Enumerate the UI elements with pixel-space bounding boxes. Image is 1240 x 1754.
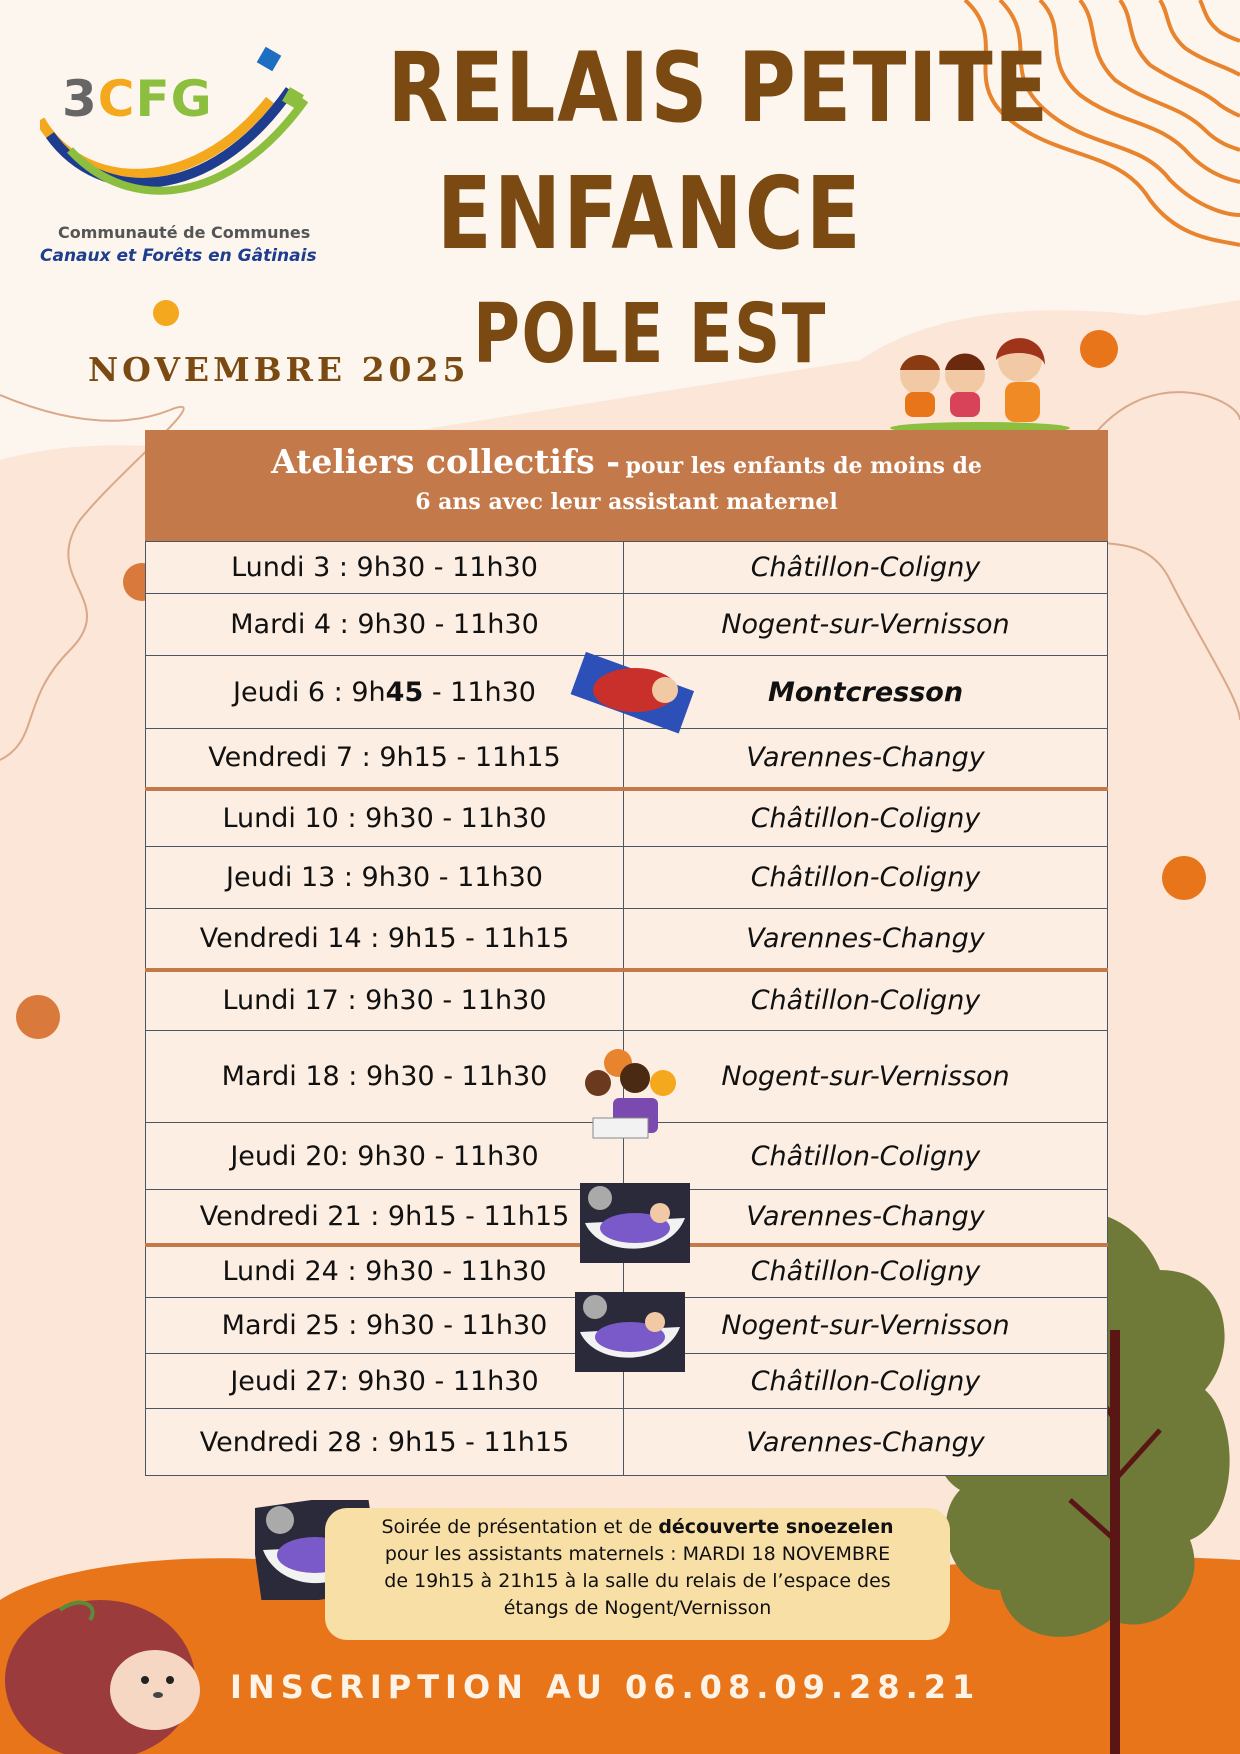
dot-yellow-left: [153, 300, 179, 326]
session-place: Varennes-Changy: [624, 1409, 1108, 1476]
session-time: Mardi 18 : 9h30 - 11h30: [146, 1031, 624, 1123]
dot-orange-right: [1162, 856, 1206, 900]
session-time: Vendredi 28 : 9h15 - 11h15: [146, 1409, 624, 1476]
snoezelen-line1: [325, 1514, 950, 1541]
logo-letter: C: [97, 70, 136, 128]
session-time: Jeudi 13 : 9h30 - 11h30: [146, 847, 624, 909]
snoezelen-line1-emphasis: découverte snoezelen: [658, 1516, 894, 1538]
sleeping-bag-clipart: [565, 650, 700, 740]
session-time-part: - 11h30: [423, 676, 536, 708]
session-time: Mardi 25 : 9h30 - 11h30: [146, 1298, 624, 1354]
inscription-phone: INSCRIPTION AU 06.08.09.28.21: [230, 1668, 981, 1706]
session-place: Varennes-Changy: [624, 1190, 1108, 1245]
session-time: Vendredi 21 : 9h15 - 11h15: [146, 1190, 624, 1245]
kids-playing-illustration: [880, 330, 1080, 435]
title-line-3: POLE EST: [473, 287, 827, 382]
table-row: [146, 594, 1108, 656]
session-time: Lundi 24 : 9h30 - 11h30: [146, 1245, 624, 1298]
logo-letter: 3: [62, 70, 98, 128]
session-time: Jeudi 27: 9h30 - 11h30: [146, 1354, 624, 1409]
dot-orange-left-2: [16, 995, 60, 1039]
snoezelen-line1-text: Soirée de présentation et de: [381, 1516, 659, 1538]
logo-wordmark: [62, 70, 213, 128]
session-time: Lundi 3 : 9h30 - 11h30: [146, 542, 624, 594]
snoezelen-info-box: [325, 1508, 950, 1640]
session-time: [146, 656, 624, 729]
session-time: Lundi 17 : 9h30 - 11h30: [146, 970, 624, 1031]
session-place: Nogent-sur-Vernisson: [624, 1031, 1108, 1123]
snoezelen-line3: de 19h15 à 21h15 à la salle du relais de l’espace des: [384, 1570, 891, 1592]
session-place: Nogent-sur-Vernisson: [624, 594, 1108, 656]
title-line-2: ENFANCE: [436, 155, 864, 272]
session-time: Vendredi 14 : 9h15 - 11h15: [146, 909, 624, 970]
session-place: Varennes-Changy: [624, 909, 1108, 970]
session-place: Châtillon-Coligny: [624, 847, 1108, 909]
schedule-header-line1: [145, 430, 1108, 481]
dot-orange-top-right: [1080, 330, 1118, 368]
month-label: NOVEMBRE 2025: [88, 350, 470, 389]
logo-letter: F: [135, 70, 171, 128]
schedule-header-sub-a: pour les enfants de moins de: [625, 453, 982, 479]
schedule-header: [145, 430, 1108, 541]
kids-reading-clipart: [573, 1043, 688, 1148]
snoezelen-clipart: [575, 1292, 685, 1372]
session-place: Montcresson: [624, 656, 1108, 729]
table-row: [146, 542, 1108, 594]
snoezelen-clipart: [580, 1183, 690, 1263]
session-place: Châtillon-Coligny: [624, 789, 1108, 847]
session-place: Nogent-sur-Vernisson: [624, 1298, 1108, 1354]
table-row: [146, 970, 1108, 1031]
table-row: [146, 1409, 1108, 1476]
page-title: [330, 32, 1050, 382]
logo-org-line2: Canaux et Forêts en Gâtinais: [40, 246, 317, 266]
snoezelen-line4: étangs de Nogent/Vernisson: [503, 1597, 772, 1619]
schedule-header-sub-b: 6 ans avec leur assistant maternel: [415, 489, 838, 515]
table-row: [146, 789, 1108, 847]
session-place: Châtillon-Coligny: [624, 1123, 1108, 1190]
schedule-header-main: Ateliers collectifs -: [271, 442, 620, 481]
logo-swoosh-graphic: [40, 40, 330, 230]
session-time-emphasis: 45: [385, 676, 424, 708]
session-place: Châtillon-Coligny: [624, 970, 1108, 1031]
logo-org-line1: Communauté de Communes: [58, 223, 311, 242]
table-row: [146, 847, 1108, 909]
session-time: Mardi 4 : 9h30 - 11h30: [146, 594, 624, 656]
session-place: Châtillon-Coligny: [624, 542, 1108, 594]
session-time-part: Jeudi 6 : 9h: [233, 676, 386, 708]
session-time: Lundi 10 : 9h30 - 11h30: [146, 789, 624, 847]
title-line-1: RELAIS PETITE: [387, 32, 1050, 144]
session-place: Châtillon-Coligny: [624, 1354, 1108, 1409]
session-place: Châtillon-Coligny: [624, 1245, 1108, 1298]
snoezelen-line2: pour les assistants maternels : MARDI 18 NOVEMBRE: [384, 1543, 891, 1565]
logo-letter: G: [170, 70, 213, 128]
3cfg-logo: [40, 40, 330, 280]
table-row: [146, 909, 1108, 970]
session-time: Vendredi 7 : 9h15 - 11h15: [146, 729, 624, 789]
session-time: Jeudi 20: 9h30 - 11h30: [146, 1123, 624, 1190]
session-place: Varennes-Changy: [624, 729, 1108, 789]
